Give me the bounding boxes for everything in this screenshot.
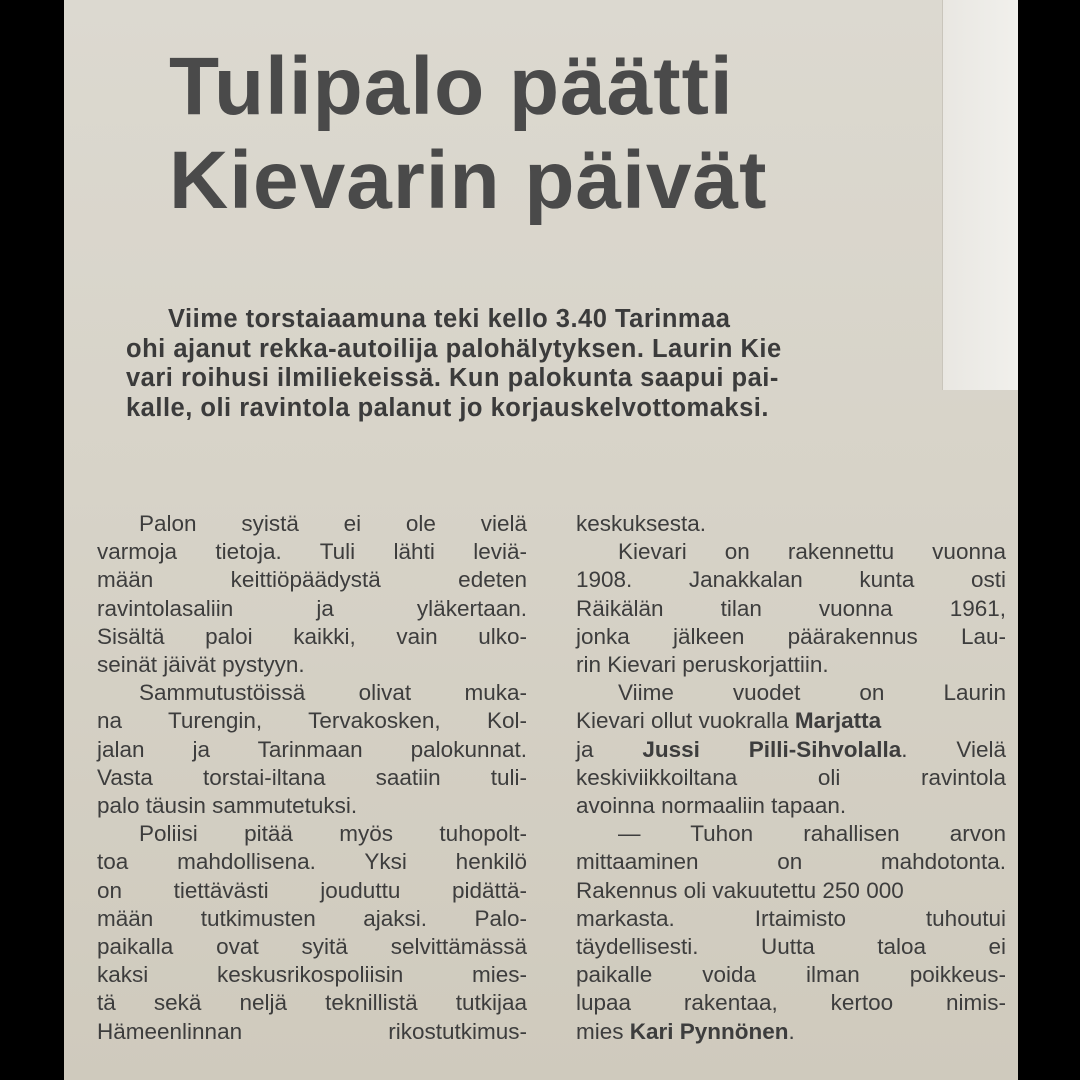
text-line: lupaa rakentaa, kertoo nimis-	[576, 990, 1006, 1016]
text-line: — Tuhon rahallisen arvon	[618, 821, 1006, 847]
lead-line: ohi ajanut rekka-autoilija palohälytyksen. Laurin Kie	[126, 334, 782, 363]
text-line	[576, 736, 1006, 764]
text-line: seinät jäivät pystyyn.	[97, 652, 305, 678]
text-run: . Vielä	[901, 736, 1006, 762]
text-line: kaksi keskusrikospoliisin mies-	[97, 962, 527, 988]
text-line: paikalle voida ilman poikkeus-	[576, 962, 1006, 988]
text-line: ravintolasaliin ja yläkertaan.	[97, 595, 527, 621]
text-line: rin Kievari peruskorjattiin.	[576, 652, 829, 678]
body-column-2	[576, 510, 1006, 1046]
text-line: keskiviikkoiltana oli ravintola	[576, 764, 1006, 790]
text-line: markasta. Irtaimisto tuhoutui	[576, 905, 1006, 931]
lead-line: kalle, oli ravintola palanut jo korjauskelvottomaksi.	[126, 393, 769, 422]
text-line: täydellisesti. Uutta taloa ei	[576, 934, 1006, 960]
text-run: Kievari ollut vuokralla	[576, 708, 795, 734]
text-line	[576, 707, 1006, 735]
text-run: mies	[576, 1018, 630, 1044]
text-line: Räikälän tilan vuonna 1961,	[576, 595, 1006, 621]
text-line: mittaaminen on mahdotonta.	[576, 849, 1006, 875]
text-line: keskuksesta.	[576, 511, 707, 536]
text-line: Vasta torstai-iltana saatiin tuli-	[97, 764, 527, 790]
text-line: Rakennus oli vakuutettu 250 000	[576, 877, 904, 903]
text-line: Sisältä paloi kaikki, vain ulko-	[97, 623, 527, 649]
text-line	[576, 1018, 1006, 1046]
text-line: jalan ja Tarinmaan palokunnat.	[97, 736, 527, 762]
text-run: ja	[576, 736, 643, 762]
text-run: .	[788, 1018, 795, 1044]
headline-line-2: Kievarin päivät	[169, 135, 768, 226]
text-line: jonka jälkeen päärakennus Lau-	[576, 623, 1006, 649]
text-line: Poliisi pitää myös tuhopolt-	[139, 821, 527, 847]
text-line: avoinna normaaliin tapaan.	[576, 793, 847, 819]
lead-line: vari roihusi ilmiliekeissä. Kun palokunta saapui pai-	[126, 364, 779, 392]
text-line: 1908. Janakkalan kunta osti	[576, 567, 1006, 593]
text-line: varmoja tietoja. Tuli lähti leviä-	[97, 539, 527, 565]
newspaper-clipping	[64, 0, 1018, 1080]
person-name: Marjatta	[794, 708, 882, 734]
text-line: palo täusin sammutetuksi.	[97, 793, 358, 819]
person-name: Jussi Pilli-Sihvolalla	[642, 736, 902, 762]
text-line: on tiettävästi jouduttu pidättä-	[97, 877, 527, 903]
text-line: na Turengin, Tervakosken, Kol-	[97, 708, 527, 734]
text-line: toa mahdollisena. Yksi henkilö	[97, 849, 527, 875]
text-line: tä sekä neljä teknillistä tutkijaa	[97, 990, 527, 1016]
text-line: mään tutkimusten ajaksi. Palo-	[97, 905, 527, 931]
body-column-1	[97, 510, 527, 1046]
text-line: Viime vuodet on Laurin	[618, 680, 1006, 706]
text-line: Palon syistä ei ole vielä	[139, 511, 527, 536]
text-line: Hämeenlinnan rikostutkimus-	[97, 1018, 527, 1044]
text-line: Sammutustöissä olivat muka-	[139, 680, 527, 706]
headline-line-1: Tulipalo päätti	[169, 41, 734, 132]
headline	[169, 40, 929, 228]
text-line: Kievari on rakennettu vuonna	[618, 539, 1006, 565]
text-line: paikalla ovat syitä selvittämässä	[97, 934, 527, 960]
person-name: Kari Pynnönen	[629, 1018, 789, 1044]
lead-paragraph	[126, 305, 1018, 423]
lead-line: Viime torstaiaamuna teki kello 3.40 Tarinmaa	[168, 305, 731, 333]
text-line: mään keittiöpäädystä edeten	[97, 567, 527, 593]
